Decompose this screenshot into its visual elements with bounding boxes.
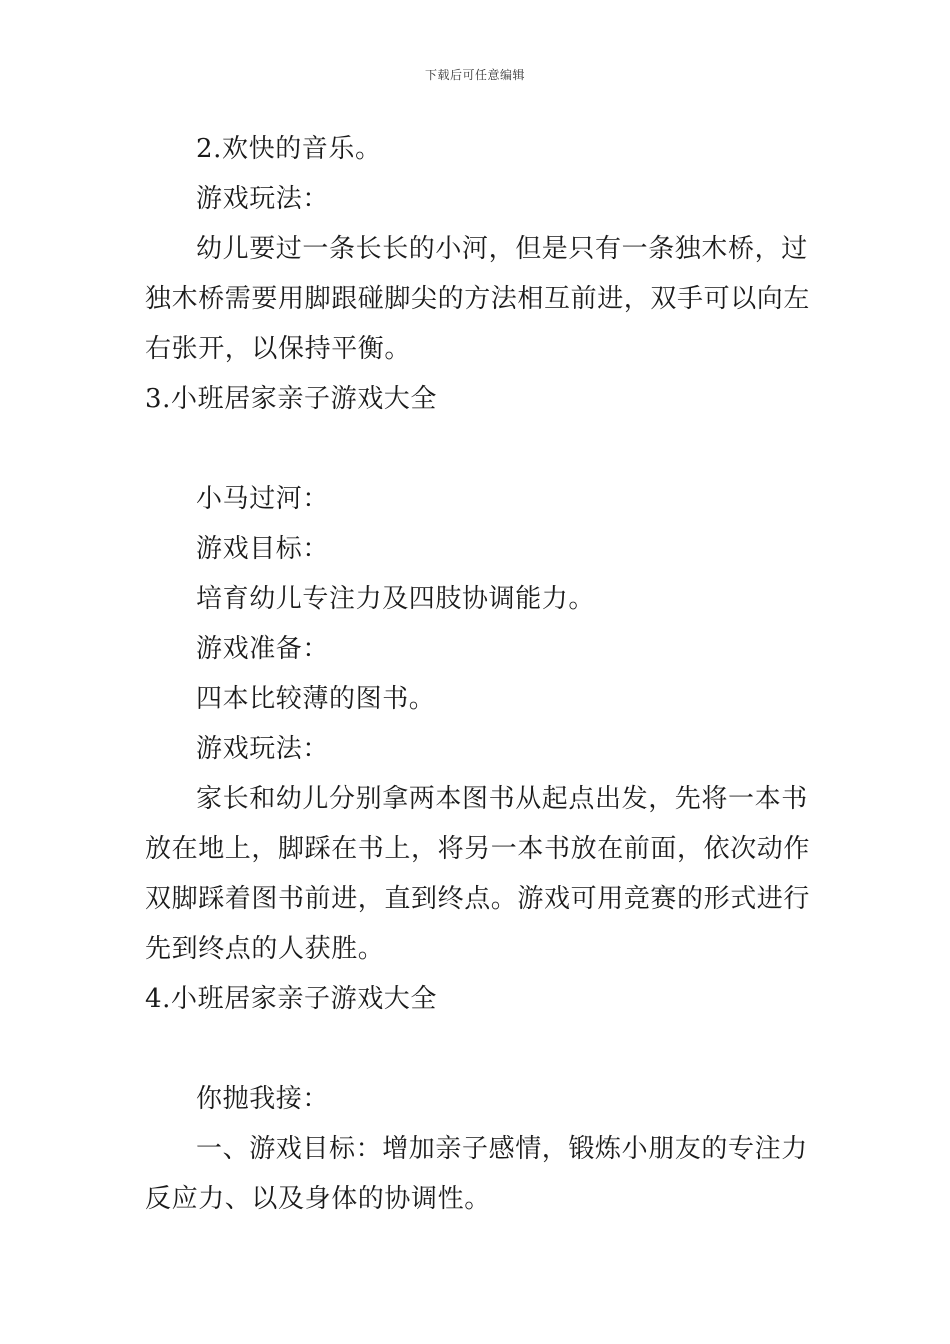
- section-label-preparation: 游戏准备：: [196, 634, 330, 664]
- paragraph-line: 先到终点的人获胜。: [145, 934, 385, 964]
- paragraph-line: 双脚踩着图书前进，直到终点。游戏可用竞赛的形式进行: [145, 884, 811, 914]
- paragraph-line: 家长和幼儿分别拿两本图书从起点出发，先将一本书: [196, 784, 808, 814]
- section-heading-4: 4.小班居家亲子游戏大全: [145, 984, 438, 1014]
- paragraph-line: 培育幼儿专注力及四肢协调能力。: [196, 584, 596, 614]
- game-title-pony-crossing: 小马过河：: [196, 484, 330, 514]
- paragraph-line: 放在地上，脚踩在书上，将另一本书放在前面，依次动作: [145, 834, 811, 864]
- section-label-gameplay: 游戏玩法：: [196, 734, 330, 764]
- game-title-throw-catch: 你抛我接：: [196, 1084, 330, 1114]
- paragraph-line: 右张开，以保持平衡。: [145, 334, 412, 364]
- section-label-goal: 游戏目标：: [196, 534, 330, 564]
- item-2-music: 2.欢快的音乐。: [196, 134, 382, 164]
- paragraph-line: 独木桥需要用脚跟碰脚尖的方法相互前进，双手可以向左: [145, 284, 811, 314]
- paragraph-line: 四本比较薄的图书。: [196, 684, 436, 714]
- paragraph-line: 幼儿要过一条长长的小河，但是只有一条独木桥，过: [196, 234, 808, 264]
- section-label-gameplay: 游戏玩法：: [196, 184, 330, 214]
- page-header-note: 下载后可任意编辑: [424, 68, 525, 82]
- paragraph-line: 反应力、以及身体的协调性。: [145, 1184, 491, 1214]
- section-heading-3: 3.小班居家亲子游戏大全: [145, 384, 438, 414]
- paragraph-line: 一、游戏目标：增加亲子感情，锻炼小朋友的专注力: [196, 1134, 808, 1164]
